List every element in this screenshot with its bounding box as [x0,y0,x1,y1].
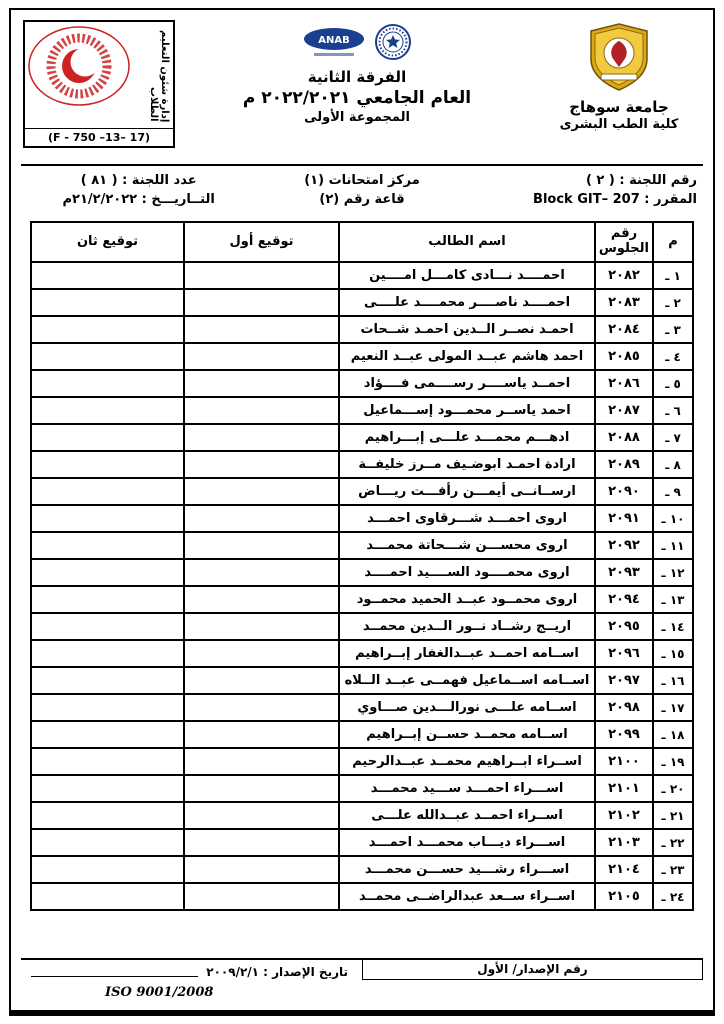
row-index: ٢٠ ـ [653,775,693,802]
col-second-signature-header: توقيع ثان [31,222,184,262]
first-signature-cell [184,694,339,721]
table-row [31,802,693,829]
student-name: احمــد ياســــر رســــمى فــــؤاد [339,370,595,397]
seat-number: ٢٠٩٩ [595,721,653,748]
second-signature-cell [31,829,184,856]
row-index: ٨ ـ [653,451,693,478]
student-name: اســـراء احمـــد ســـيد محمـــد [339,775,595,802]
seat-number: ٢٠٩٢ [595,532,653,559]
first-signature-cell [184,613,339,640]
student-name: اســراء ســعد عبدالراضــى محمــد [339,883,595,910]
first-signature-cell [184,262,339,289]
second-signature-cell [31,883,184,910]
course-code: المقرر : Block GIT– 207 [533,192,697,207]
exam-date: التــاريـــخ : ٢١/٢/٢٠٢٢م [62,192,215,207]
seat-number: ٢١٠٥ [595,883,653,910]
anab-logo [302,26,366,58]
exam-info [21,166,703,213]
seat-number: ٢٠٨٣ [595,289,653,316]
hall-number: قاعة رقم (٢) [319,192,405,207]
table-row [31,586,693,613]
faculty-name: كلية الطب البشرى [559,117,679,132]
seat-number: ٢٠٩٣ [595,559,653,586]
student-name: اســراء احمــد عبــدالله علـــى [339,802,595,829]
first-signature-cell [184,640,339,667]
row-index: ١٢ ـ [653,559,693,586]
table-row [31,748,693,775]
table-row [31,532,693,559]
footer-blank-line [31,967,198,977]
table-row [31,397,693,424]
second-signature-cell [31,856,184,883]
student-name: اروى محمــود عبــد الحميد محمــود [339,586,595,613]
university-block [539,18,699,132]
first-signature-cell [184,775,339,802]
issue-number-box: رقم الإصدار/ الأول [362,960,703,980]
student-name: احمد هاشم عبــد المولى عبــد النعيم [339,343,595,370]
anab-label: ANAB [318,35,350,46]
student-name: اروى احمـــد شـــرقاوى احمـــد [339,505,595,532]
table-row [31,451,693,478]
row-index: ٥ ـ [653,370,693,397]
table-row [31,316,693,343]
row-index: ٦ ـ [653,397,693,424]
second-signature-cell [31,370,184,397]
row-index: ١٨ ـ [653,721,693,748]
row-index: ١٩ ـ [653,748,693,775]
second-signature-cell [31,397,184,424]
table-row [31,721,693,748]
second-signature-cell [31,451,184,478]
student-name: احمد ياســر محمـــود إســـماعيل [339,397,595,424]
table-row [31,613,693,640]
table-row [31,343,693,370]
row-index: ١٤ ـ [653,613,693,640]
table-row [31,883,693,910]
table-row [31,262,693,289]
second-signature-cell [31,640,184,667]
first-signature-cell [184,505,339,532]
student-table-body [31,262,693,910]
committee-count: عدد اللجنة : ( ٨١ ) [80,173,197,188]
table-row [31,478,693,505]
second-signature-cell [31,802,184,829]
seat-number: ٢٠٩١ [595,505,653,532]
first-signature-cell [184,397,339,424]
seat-number: ٢٠٨٨ [595,424,653,451]
student-name: اســامه علـــى نورالـــدين صـــاوي [339,694,595,721]
university-name: جامعة سوهاج [569,98,669,116]
table-row [31,667,693,694]
row-index: ٢٤ ـ [653,883,693,910]
row-index: ١٧ ـ [653,694,693,721]
row-index: ٢٢ ـ [653,829,693,856]
row-index: ١١ ـ [653,532,693,559]
footer-row [21,960,703,980]
issue-date: تاريخ الإصدار : ٢٠٠٩/٢/١ [206,964,348,979]
exam-center: مركز امتحانات (١) [304,173,420,188]
accreditation-seal-logo [374,23,412,61]
seat-number: ٢١٠١ [595,775,653,802]
student-name: احمــــد نـــادى كامـــل امــــين [339,262,595,289]
seat-number: ٢١٠٣ [595,829,653,856]
first-signature-cell [184,370,339,397]
table-row [31,640,693,667]
student-name: اســامه احمــد عبــدالغفار إبــراهيم [339,640,595,667]
row-index: ٢ ـ [653,289,693,316]
first-signature-cell [184,883,339,910]
title-block [175,18,539,125]
row-index: ٧ ـ [653,424,693,451]
student-name: احمـد نصــر الــدين احمـد شــحات [339,316,595,343]
sohag-university-logo [588,22,650,92]
seat-number: ٢٠٨٢ [595,262,653,289]
row-index: ١ ـ [653,262,693,289]
committee-number: رقم اللجنة : ( ٢ ) [585,173,697,188]
seat-number: ٢٠٩٥ [595,613,653,640]
table-row [31,559,693,586]
student-name: اســـراء رشـــيد حســـن محمـــد [339,856,595,883]
table-row [31,694,693,721]
student-name: اســـراء ديـــاب محمـــد احمـــد [339,829,595,856]
row-index: ٢٣ ـ [653,856,693,883]
col-first-signature-header: توقيع أول [184,222,339,262]
second-signature-cell [31,694,184,721]
first-signature-cell [184,802,339,829]
seat-number: ٢٠٨٤ [595,316,653,343]
second-signature-cell [31,316,184,343]
row-index: ٣ ـ [653,316,693,343]
footer [21,958,703,1002]
student-name: اروى محمــــود الســــيد احمــــد [339,559,595,586]
second-signature-cell [31,262,184,289]
student-name: اســراء ابــراهيم محمــد عبــدالرحيم [339,748,595,775]
table-row [31,775,693,802]
seat-number: ٢١٠٤ [595,856,653,883]
first-signature-cell [184,667,339,694]
row-index: ١٠ ـ [653,505,693,532]
first-signature-cell [184,829,339,856]
second-signature-cell [31,559,184,586]
seat-number: ٢٠٨٥ [595,343,653,370]
row-index: ٢١ ـ [653,802,693,829]
header [21,16,703,166]
second-signature-cell [31,613,184,640]
student-name: اســامه اســماعيل فهمــى عبــد الــلاه [339,667,595,694]
row-index: ١٦ ـ [653,667,693,694]
seat-number: ٢١٠٢ [595,802,653,829]
student-name: ارســانــى أيمـــن رأفـــت ريـــاض [339,478,595,505]
table-row [31,424,693,451]
grade-title: الفرقة الثانية [307,68,407,86]
first-signature-cell [184,343,339,370]
col-name-header: اسم الطالب [339,222,595,262]
seat-number: ٢١٠٠ [595,748,653,775]
second-signature-cell [31,505,184,532]
seat-number: ٢٠٩٨ [595,694,653,721]
student-name: ارادة احمـد ابوضـيف مــرز خليفــة [339,451,595,478]
group-title: المجموعة الأولى [304,110,410,125]
col-seat-header: رقم الجلوس [595,222,653,262]
first-signature-cell [184,316,339,343]
seat-number: ٢٠٨٩ [595,451,653,478]
admin-box [23,20,175,148]
first-signature-cell [184,451,339,478]
second-signature-cell [31,667,184,694]
second-signature-cell [31,289,184,316]
first-signature-cell [184,856,339,883]
student-name: احمــــد ناصــــر محمــــد علــــى [339,289,595,316]
first-signature-cell [184,559,339,586]
student-name: اريــج رشــاد نــور الــدين محمــد [339,613,595,640]
table-row [31,289,693,316]
issue-date-area [21,960,362,980]
first-signature-cell [184,478,339,505]
second-signature-cell [31,343,184,370]
row-index: ٩ ـ [653,478,693,505]
seat-number: ٢٠٨٧ [595,397,653,424]
form-code: (F - 750 –13– 17) [25,128,173,146]
seat-number: ٢٠٩٧ [595,667,653,694]
table-row [31,370,693,397]
second-signature-cell [31,424,184,451]
student-name: اســامه محمــد حســن إبــراهيم [339,721,595,748]
second-signature-cell [31,478,184,505]
table-row [31,505,693,532]
accreditation-logos [175,22,539,62]
seat-number: ٢٠٩٤ [595,586,653,613]
second-signature-cell [31,721,184,748]
red-crescent-logo [27,25,131,107]
seat-number: ٢٠٩٠ [595,478,653,505]
academic-year: العام الجامعي ٢٠٢٢/٢٠٢١ م [242,88,472,108]
row-index: ١٣ ـ [653,586,693,613]
first-signature-cell [184,586,339,613]
second-signature-cell [31,748,184,775]
first-signature-cell [184,748,339,775]
row-index: ٤ ـ [653,343,693,370]
second-signature-cell [31,775,184,802]
first-signature-cell [184,424,339,451]
iso-label: ISO 9001/2008 [105,985,214,1000]
first-signature-cell [184,532,339,559]
student-name: اروى محســـن شـــحاتة محمـــد [339,532,595,559]
row-index: ١٥ ـ [653,640,693,667]
col-index-header: م [653,222,693,262]
table-row [31,856,693,883]
table-header [31,222,693,262]
seat-number: ٢٠٨٦ [595,370,653,397]
second-signature-cell [31,586,184,613]
first-signature-cell [184,289,339,316]
student-name: ادهـــم محمـــد علـــى إبـــراهيم [339,424,595,451]
seat-number: ٢٠٩٦ [595,640,653,667]
first-signature-cell [184,721,339,748]
table-row [31,829,693,856]
students-table [30,221,694,911]
second-signature-cell [31,532,184,559]
admin-department-label: إدارة شئون التعليم الطلاب [148,29,170,122]
page-frame [9,8,715,1016]
